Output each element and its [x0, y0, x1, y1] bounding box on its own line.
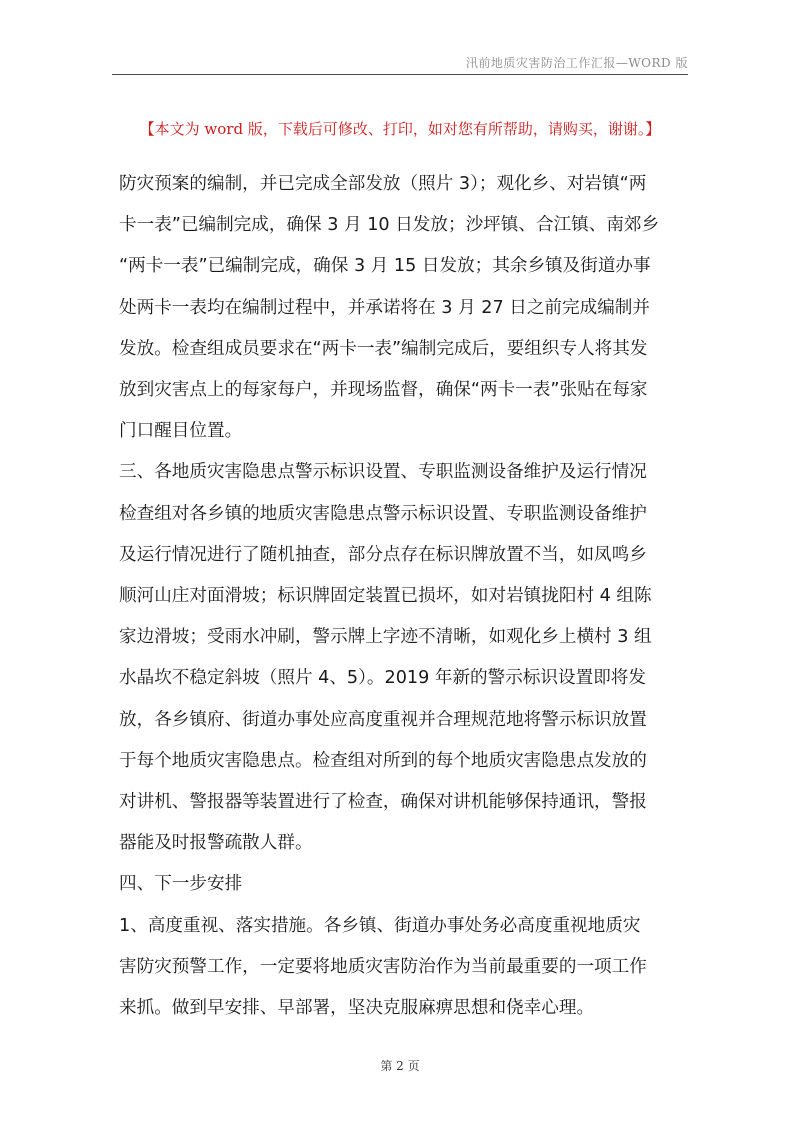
body-line: 处两卡一表均在编制过程中，并承诺将在 3 月 27 日之前完成编制并 — [119, 297, 650, 318]
body-line: 放，各乡镇府、街道办事处应高度重视并合理规范地将警示标识放置 — [119, 709, 647, 730]
header-divider — [112, 74, 688, 75]
body-line: 水晶坎不稳定斜坡（照片 4、5）。2019 年新的警示标识设置即将发 — [119, 668, 646, 689]
download-notice: 【本文为 word 版，下载后可修改、打印，如对您有所帮助，请购买，谢谢。】 — [139, 120, 661, 138]
body-line: “两卡一表”已编制完成，确保 3 月 15 日发放；其余乡镇及街道办事 — [119, 256, 651, 277]
body-line: 发放。检查组成员要求在“两卡一表”编制完成后，要组织专人将其发 — [119, 338, 648, 359]
body-line: 器能及时报警疏散人群。 — [119, 833, 313, 854]
body-line: 防灾预案的编制，并已完成全部发放（照片 3）；观化乡、对岩镇“两 — [119, 174, 647, 194]
running-header: 汛前地质灾害防治工作汇报—WORD 版 — [465, 56, 688, 70]
section-heading: 四、下一步安排 — [119, 874, 243, 895]
body-line: 检查组对各乡镇的地质灾害隐患点警示标识设置、专职监测设备维护 — [119, 503, 647, 524]
body-line: 及运行情况进行了随机抽查，部分点存在标识牌放置不当，如凤鸣乡 — [119, 544, 647, 565]
section-heading: 三、各地质灾害隐患点警示标识设置、专职监测设备维护及运行情况 — [119, 462, 647, 483]
body-line: 放到灾害点上的每家每户，并现场监督，确保“两卡一表”张贴在每家 — [119, 380, 648, 401]
body-line: 家边滑坡；受雨水冲刷，警示牌上字迹不清晰，如观化乡上横村 3 组 — [119, 627, 652, 648]
body-line: 门口醒目位置。 — [119, 421, 243, 442]
body-line: 于每个地质灾害隐患点。检查组对所到的每个地质灾害隐患点发放的 — [119, 750, 647, 771]
body-line: 顺河山庄对面滑坡；标识牌固定装置已损坏，如对岩镇拢阳村 4 组陈 — [119, 586, 652, 607]
document-body — [119, 164, 691, 1029]
body-line: 对讲机、警报器等装置进行了检查，确保对讲机能够保持通讯，警报 — [119, 792, 647, 813]
body-line: 来抓。做到早安排、早部署，坚决克服麻痹思想和侥幸心理。 — [119, 998, 595, 1019]
body-line: 1、高度重视、落实措施。各乡镇、街道办事处务必高度重视地质灾 — [119, 915, 641, 936]
body-line: 害防灾预警工作，一定要将地质灾害防治作为当前最重要的一项工作 — [119, 956, 647, 977]
page-number: 第 2 页 — [380, 1059, 420, 1073]
body-line: 卡一表”已编制完成，确保 3 月 10 日发放；沙坪镇、合江镇、南郊乡 — [119, 215, 660, 236]
